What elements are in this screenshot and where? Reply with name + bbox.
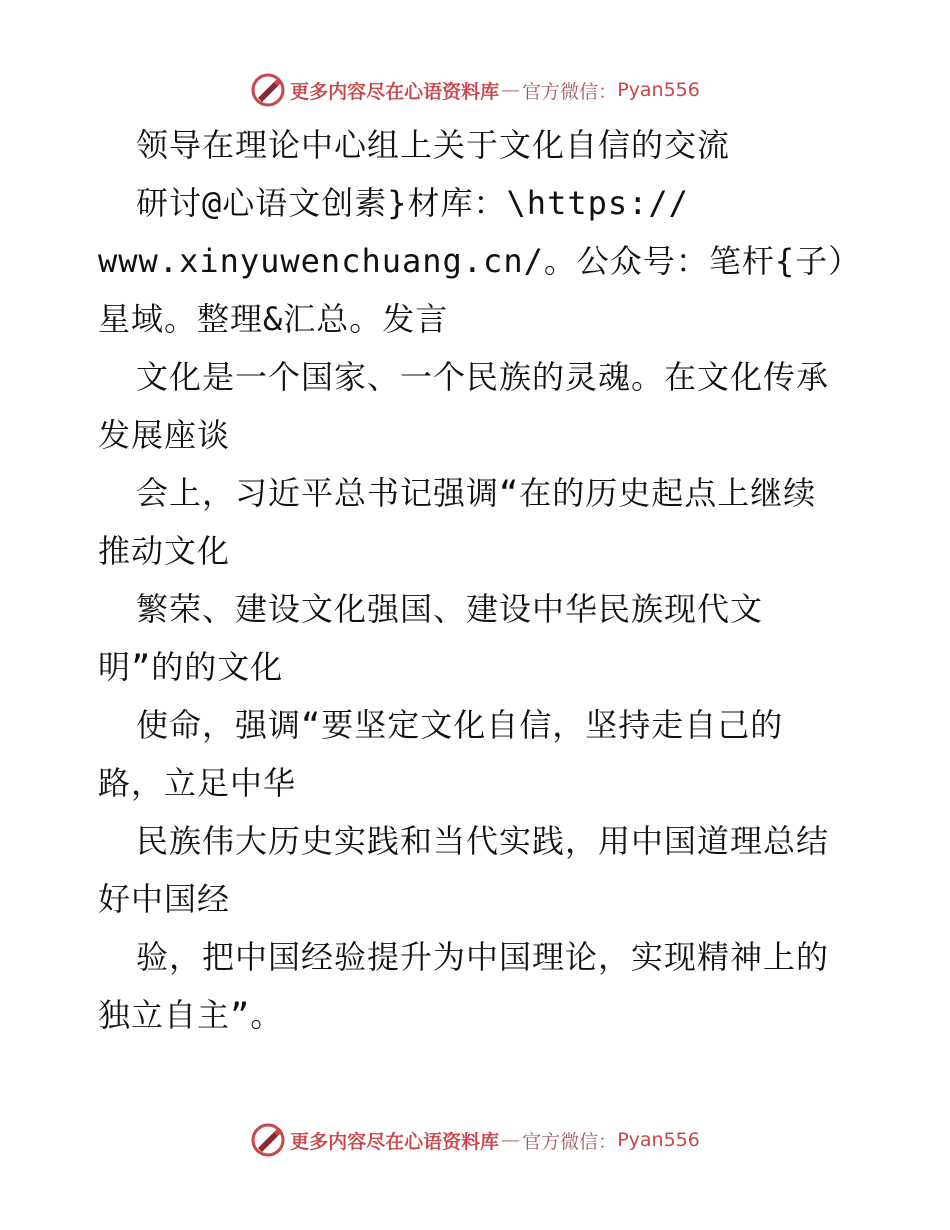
paragraph-line: 独立自主”。 [98,996,284,1034]
banner-separator: — [501,1129,521,1151]
banner-separator: — [501,79,521,101]
footer-watermark-banner [0,1120,950,1160]
pen-logo-icon [250,72,286,108]
paragraph-line: 领导在理论中心组上关于文化自信的交流 [136,126,731,164]
paragraph-line: 发展座谈 [98,416,231,454]
paragraph-line: 研讨@心语文创素}材库：\https:// [136,184,689,222]
paragraph-line: 路，立足中华 [98,764,297,802]
paragraph-line: 推动文化 [98,532,231,570]
banner-wechat-id: Pyan556 [617,1129,700,1151]
paragraph-line: 会上，习近平总书记强调“在的历史起点上继续 [136,474,817,512]
paragraph-line: 文化是一个国家、一个民族的灵魂。在文化传承 [136,358,830,396]
document-body [98,116,868,1044]
banner-wechat-id: Pyan556 [617,79,700,101]
paragraph-line: 明”的的文化 [98,648,284,686]
banner-brand-text: 更多内容尽在心语资料库 [290,80,500,103]
banner-brand-text: 更多内容尽在心语资料库 [290,1130,500,1153]
paragraph-line: 民族伟大历史实践和当代实践，用中国道理总结 [136,822,830,860]
pen-logo-icon [250,1122,286,1158]
banner-wechat-label: 官方微信： [522,80,618,103]
paragraph-line: www.xinyuwenchuang.cn/。公众号：笔杆{子）星域。整理&汇总。发言 [98,242,862,338]
paragraph-line: 好中国经 [98,880,231,918]
paragraph-line: 验，把中国经验提升为中国理论，实现精神上的 [136,938,830,976]
paragraph-line: 使命，强调“要坚定文化自信，坚持走自己的 [136,706,784,744]
banner-wechat-label: 官方微信： [522,1130,618,1153]
paragraph-line: 繁荣、建设文化强国、建设中华民族现代文 [136,590,764,628]
header-watermark-banner [0,70,950,110]
